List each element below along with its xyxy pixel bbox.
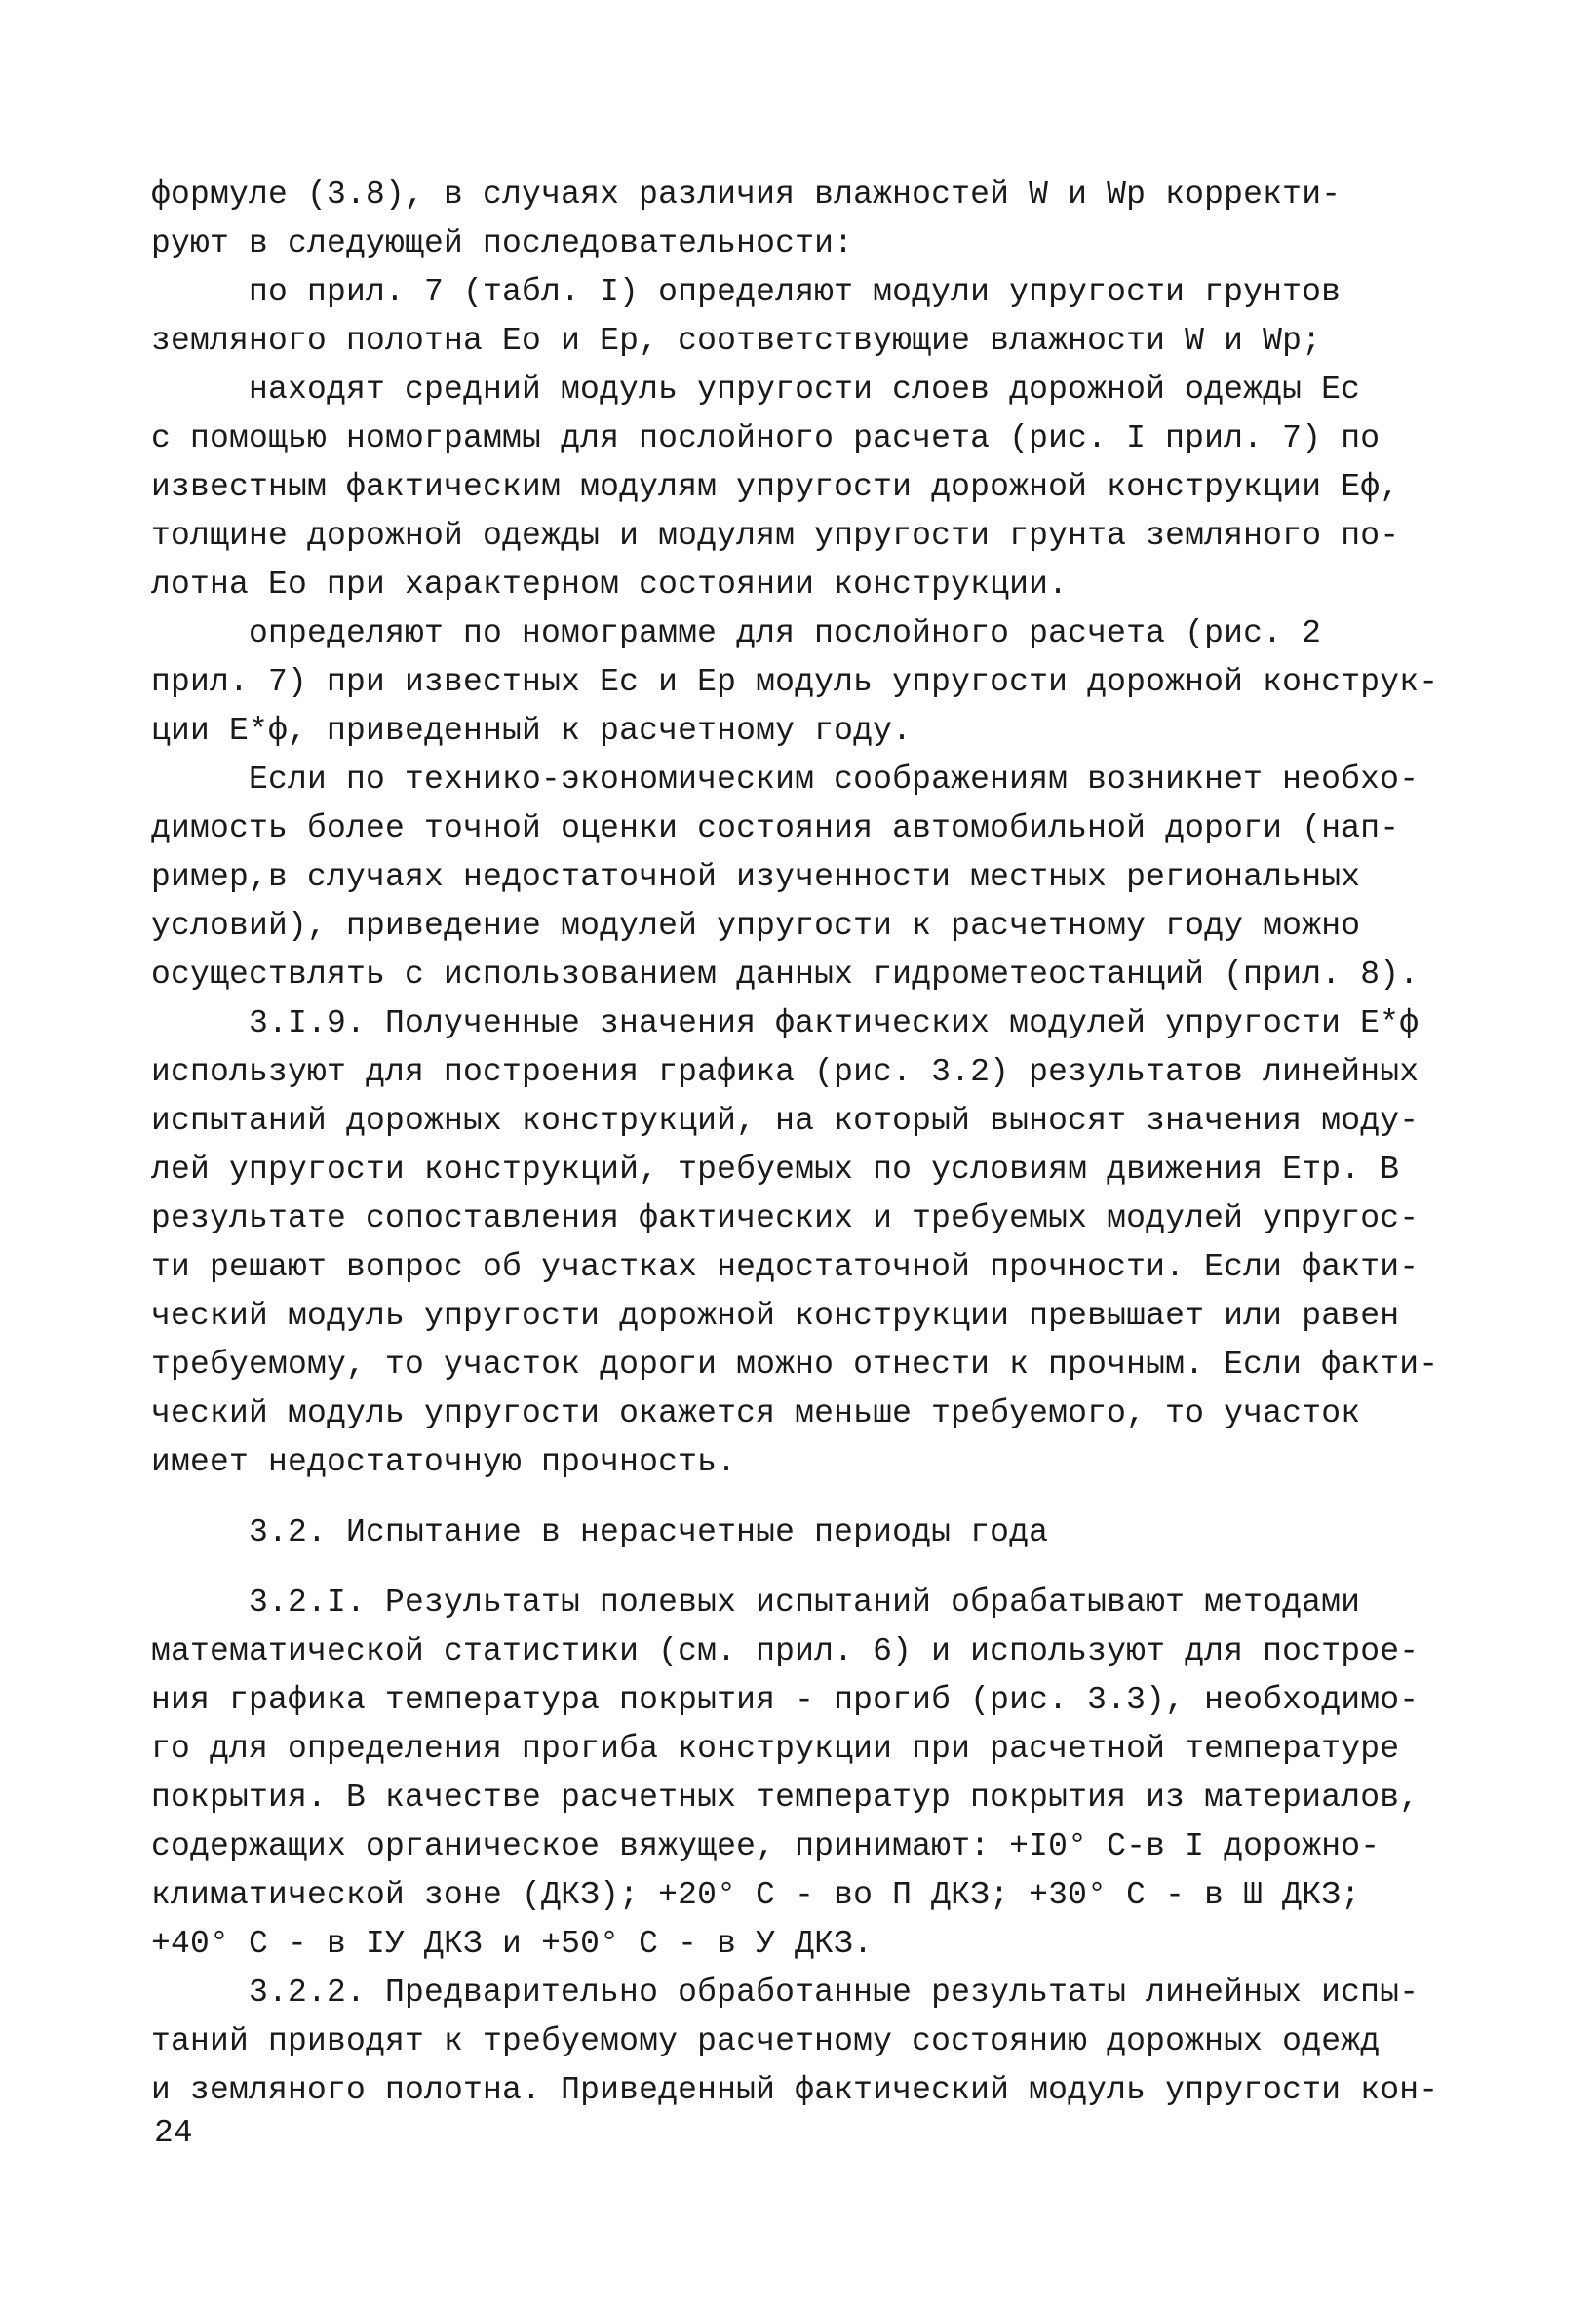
document-body — [151, 171, 1458, 2115]
text-line: формуле (3.8), в случаях различия влажностей W и Wp корректи- — [151, 176, 1342, 213]
text-line: руют в следующей последовательности: — [151, 225, 854, 261]
text-line: испытаний дорожных конструкций, на который выносят значения моду- — [151, 1103, 1420, 1139]
text-line: математической статистики (см. прил. 6) и используют для построе- — [151, 1633, 1420, 1669]
text-line: земляного полотна Eo и Ep, соответствующие влажности W и Wp; — [151, 323, 1322, 359]
text-line: климатической зоне (ДКЗ); +20° С - во П ДКЗ; +30° С - в Ш ДКЗ; — [151, 1877, 1361, 1913]
section-heading: 3.2. Испытание в нерасчетные периоды года — [249, 1514, 1049, 1550]
text-line: определяют по номограмме для послойного расчета (рис. 2 — [249, 615, 1322, 651]
text-line: и земляного полотна. Приведенный фактический модуль упругости кон- — [151, 2072, 1439, 2108]
text-line: покрытия. В качестве расчетных температур покрытия из материалов, — [151, 1780, 1420, 1816]
text-line: 3.I.9. Полученные значения фактических модулей упругости E*ф — [249, 1005, 1420, 1041]
text-line: лотна Eo при характерном состоянии конструкции. — [151, 567, 1069, 603]
text-line: димость более точной оценки состояния автомобильной дороги (нап- — [151, 810, 1400, 846]
text-line: го для определения прогиба конструкции при расчетной температуре — [151, 1731, 1400, 1767]
text-line: ример,в случаях недостаточной изученности местных региональных — [151, 859, 1361, 895]
text-line: ти решают вопрос об участках недостаточной прочности. Если факти- — [151, 1249, 1420, 1285]
text-line: имеет недостаточную прочность. — [151, 1444, 737, 1480]
text-line: ции E*ф, приведенный к расчетному году. — [151, 713, 913, 749]
text-line: 3.2.I. Результаты полевых испытаний обрабатывают методами — [249, 1585, 1361, 1621]
text-line: ческий модуль упругости дорожной конструкции превышает или равен — [151, 1298, 1400, 1334]
text-line: условий), приведение модулей упругости к расчетному году можно — [151, 908, 1361, 944]
text-line: находят средний модуль упругости слоев дорожной одежды Ec — [249, 372, 1361, 408]
text-line: известным фактическим модулям упругости дорожной конструкции Eф, — [151, 469, 1400, 505]
text-line: ческий модуль упругости окажется меньше требуемого, то участок — [151, 1395, 1361, 1431]
text-line: содержащих органическое вяжущее, принимают: +I0° С-в I дорожно- — [151, 1828, 1381, 1864]
text-line: используют для построения графика (рис. 3.2) результатов линейных — [151, 1054, 1420, 1090]
text-line: +40° С - в IУ ДКЗ и +50° С - в У ДКЗ. — [151, 1926, 874, 1962]
text-line: требуемому, то участок дороги можно отнести к прочным. Если факти- — [151, 1347, 1439, 1383]
text-line: таний приводят к требуемому расчетному состоянию дорожных одежд — [151, 2023, 1381, 2059]
text-line: с помощью номограммы для послойного расчета (рис. I прил. 7) по — [151, 420, 1381, 456]
page-number: 24 — [154, 2115, 193, 2151]
text-line: 3.2.2. Предварительно обработанные результаты линейных испы- — [249, 1975, 1420, 2011]
text-line: толщине дорожной одежды и модулям упругости грунта земляного по- — [151, 518, 1400, 554]
text-line: ния графика температура покрытия - прогиб (рис. 3.3), необходимо- — [151, 1682, 1420, 1718]
text-line: прил. 7) при известных Ec и Ep модуль упругости дорожной конструк- — [151, 664, 1439, 700]
text-line: результате сопоставления фактических и требуемых модулей упругос- — [151, 1200, 1420, 1236]
text-line: Если по технико-экономическим соображениям возникнет необхо- — [249, 762, 1420, 798]
text-line: по прил. 7 (табл. I) определяют модули упругости грунтов — [249, 274, 1342, 310]
text-line: лей упругости конструкций, требуемых по условиям движения Eтр. В — [151, 1152, 1400, 1188]
text-line: осуществлять с использованием данных гидрометеостанций (прил. 8). — [151, 957, 1420, 993]
